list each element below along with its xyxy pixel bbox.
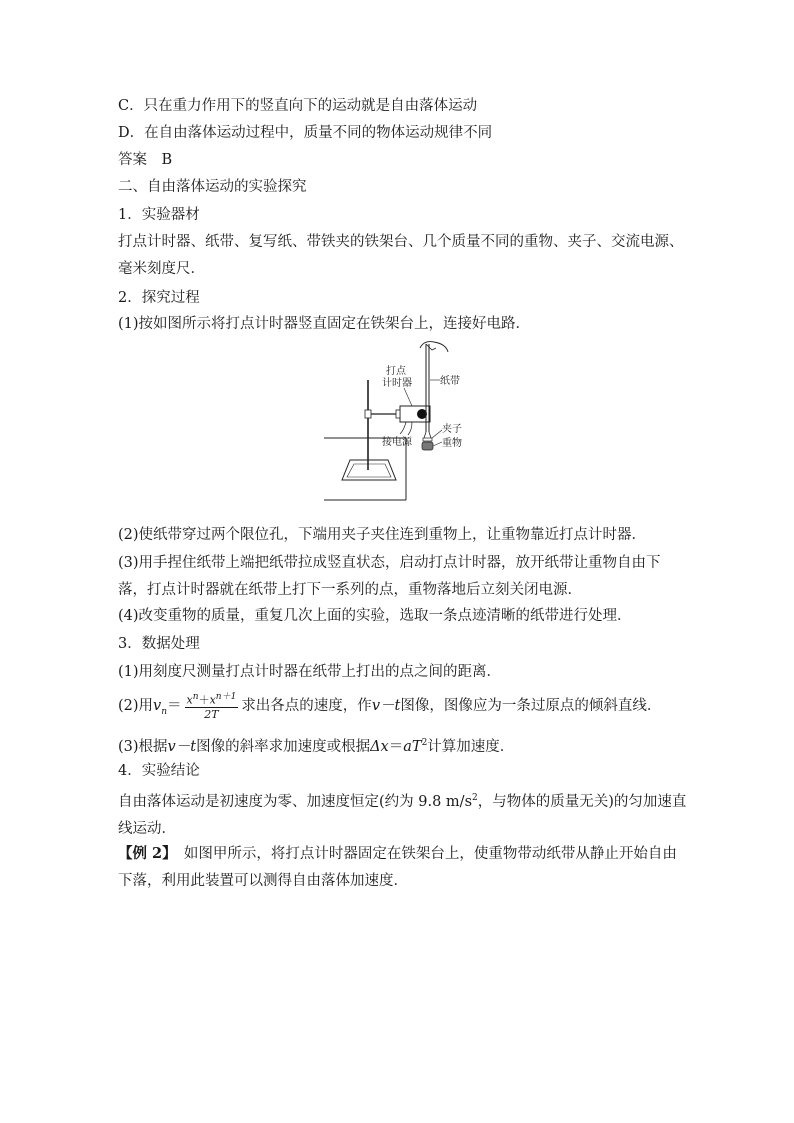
option-c: C．只在重力作用下的竖直向下的运动就是自由落体运动 [118, 98, 478, 114]
delta-x-formula: Δx [370, 738, 389, 755]
subsection-equipment-title: 1．实验器材 [118, 207, 200, 223]
equipment-text: 打点计时器、纸带、复写纸、带铁夹的铁架台、几个质量不同的重物、夹子、交流电源、毫米刻度尺． [118, 234, 684, 277]
answer: 答案 B [118, 152, 173, 168]
velocity-symbol: v [153, 698, 162, 714]
procedure-step-1: (1)按如图所示将打点计时器竖直固定在铁架台上，连接好电路． [118, 316, 531, 332]
subsection-data-title: 3．数据处理 [118, 636, 200, 652]
fraction-denominator: 2T [204, 707, 219, 721]
data-step-2-suffix-2: 图像，图像应为一条过原点的倾斜直线． [400, 698, 662, 714]
data-step-2 [118, 688, 661, 730]
option-d: D．在自由落体运动过程中，质量不同的物体运动规律不同 [118, 125, 493, 141]
label-tape: 纸带 [440, 376, 460, 387]
velocity-fraction [185, 691, 239, 721]
procedure-step-2: (2)使纸带穿过两个限位孔，下端用夹子夹住连到重物上，让重物靠近打点计时器． [118, 527, 647, 543]
vt-graph-symbol: v－t [371, 698, 401, 714]
label-clip: 夹子 [442, 424, 462, 435]
label-weight: 重物 [442, 438, 462, 449]
label-timer-2: 计时器 [382, 378, 412, 389]
conclusion-text: 自由落体运动是初速度为零、加速度恒定(约为 9.8 $m/s^2$，与物体的质量无关)的匀加速直线运动． [118, 793, 687, 837]
subsection-conclusion-title: 4．实验结论 [118, 763, 200, 779]
example-text: 如图甲所示，将打点计时器固定在铁架台上，使重物带动纸带从静止开始自由下落，利用此装置可以测得自由落体加速度． [118, 846, 677, 889]
procedure-step-4: (4)改变重物的质量，重复几次上面的实验，选取一条点迹清晰的纸带进行处理． [118, 608, 632, 624]
data-step-2-suffix-1: 求出各点的速度，作 [241, 698, 372, 714]
example-2 [118, 840, 688, 895]
section-title: 二、自由落体运动的实验探究 [118, 179, 307, 195]
example-tag: 【例 2】 [118, 845, 170, 862]
fraction-numerator: $x^n+x^{n+1}$ [186, 692, 237, 707]
data-step-2-prefix: (2)用 [118, 698, 154, 714]
velocity-subscript: n [161, 706, 168, 717]
data-step-3: (3)根据v－t图像的斜率求加速度或根据$\Delta x=aT^2$计算加速度． [118, 738, 515, 755]
label-power: 接电源 [382, 437, 412, 448]
subsection-procedure-title: 2．探究过程 [118, 290, 200, 306]
equals-sign: ＝ [167, 698, 182, 714]
apparatus-figure [322, 338, 482, 503]
data-step-1: (1)用刻度尺测量打点计时器在纸带上打出的点之间的距离． [118, 664, 502, 680]
label-timer-1: 打点 [386, 366, 406, 377]
at-squared-formula: aT [403, 738, 422, 755]
procedure-step-3: (3)用手捏住纸带上端把纸带拉成竖直状态，启动打点计时器，放开纸带让重物自由下落，打点计时器就在纸带上打下一系列的点，重物落地后立刻关闭电源． [118, 555, 661, 598]
